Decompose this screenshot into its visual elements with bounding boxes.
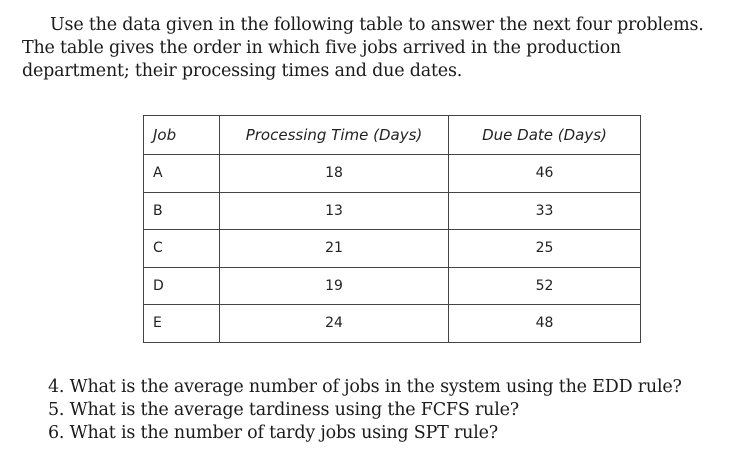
table-row (144, 192, 641, 230)
cell-job: E (144, 305, 220, 343)
header-processing-time: Processing Time (Days) (220, 116, 449, 155)
cell-due-date: 33 (449, 192, 641, 230)
cell-processing-time: 18 (220, 155, 449, 193)
table-row (144, 267, 641, 305)
table-row (144, 230, 641, 268)
cell-processing-time: 19 (220, 267, 449, 305)
cell-processing-time: 21 (220, 230, 449, 268)
table-row (144, 155, 641, 193)
table-row (144, 305, 641, 343)
question-5: 5. What is the average tardiness using the FCFS rule? (48, 400, 519, 420)
question-list (48, 376, 682, 445)
table-header-row (144, 116, 641, 155)
cell-due-date: 25 (449, 230, 641, 268)
cell-job: A (144, 155, 220, 193)
cell-job: D (144, 267, 220, 305)
intro-paragraph: Use the data given in the following table to answer the next four problems. The table gives the order in which five jobs arrived in the production department; their processing times and due dates. (22, 15, 704, 81)
cell-due-date: 46 (449, 155, 641, 193)
question-4: 4. What is the average number of jobs in the system using the EDD rule? (48, 377, 682, 397)
cell-job: B (144, 192, 220, 230)
cell-due-date: 48 (449, 305, 641, 343)
jobs-table-container (143, 115, 641, 343)
cell-processing-time: 13 (220, 192, 449, 230)
cell-processing-time: 24 (220, 305, 449, 343)
cell-job: C (144, 230, 220, 268)
question-6: 6. What is the number of tardy jobs using SPT rule? (48, 423, 498, 443)
header-due-date: Due Date (Days) (449, 116, 641, 155)
cell-due-date: 52 (449, 267, 641, 305)
jobs-table (143, 115, 641, 343)
header-job: Job (144, 116, 220, 155)
